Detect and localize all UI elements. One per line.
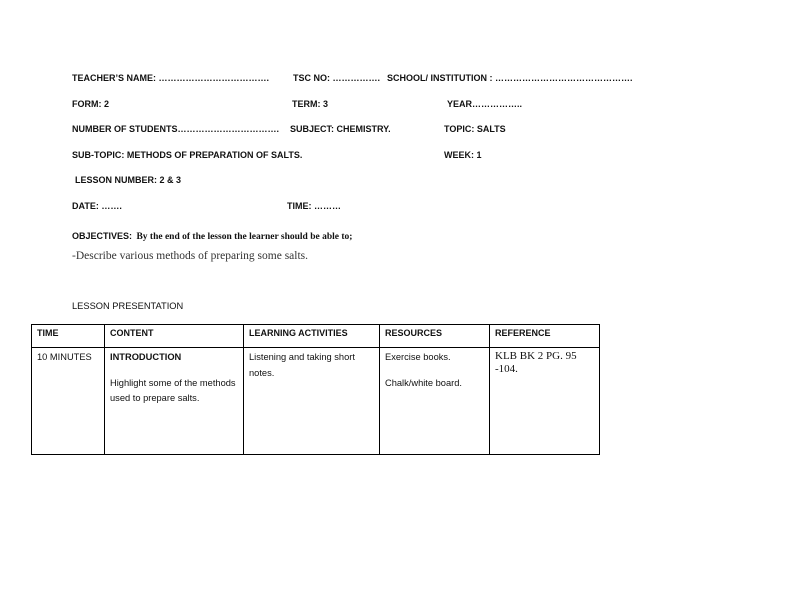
sub-topic-field: SUB-TOPIC: METHODS OF PREPARATION OF SALTS. <box>72 150 303 160</box>
lesson-presentation-title: LESSON PRESENTATION <box>72 301 184 311</box>
table-row <box>32 348 600 455</box>
reference-cell: KLB BK 2 PG. 95 -104. <box>490 348 600 455</box>
lesson-number-field: LESSON NUMBER: 2 & 3 <box>75 175 182 185</box>
column-header-resources: RESOURCES <box>380 325 490 348</box>
column-header-reference: REFERENCE <box>490 325 600 348</box>
activities-cell: Listening and taking short notes. <box>244 348 380 455</box>
number-of-students-field: NUMBER OF STUDENTS……………………………. <box>72 124 279 134</box>
resources-cell <box>380 348 490 455</box>
content-text: Highlight some of the methods used to prepare salts. <box>110 377 236 403</box>
content-cell <box>105 348 244 455</box>
column-header-time: TIME <box>32 325 105 348</box>
resource-item: Exercise books. <box>385 352 451 362</box>
objective-item: -Describe various methods of preparing some salts. <box>72 250 309 262</box>
objectives-line <box>72 226 352 244</box>
subject-field: SUBJECT: CHEMISTRY. <box>290 124 391 134</box>
lesson-table <box>31 324 600 455</box>
term-field: TERM: 3 <box>292 99 328 109</box>
time-cell: 10 MINUTES <box>32 348 105 455</box>
date-field: DATE: ……. <box>72 201 122 211</box>
form-field: FORM: 2 <box>72 99 109 109</box>
table-header-row <box>32 325 600 348</box>
time-field: TIME: ……… <box>287 201 341 211</box>
column-header-learning-activities: LEARNING ACTIVITIES <box>244 325 380 348</box>
objectives-text: By the end of the lesson the learner should be able to; <box>136 232 353 242</box>
resource-item: Chalk/white board. <box>385 377 462 388</box>
topic-field: TOPIC: SALTS <box>444 124 506 134</box>
objectives-label: OBJECTIVES: <box>72 231 133 241</box>
column-header-content: CONTENT <box>105 325 244 348</box>
content-heading: INTRODUCTION <box>110 352 182 362</box>
year-field: YEAR…………….. <box>447 99 523 109</box>
week-field: WEEK: 1 <box>444 150 482 160</box>
tsc-no-field: TSC NO: ……………. <box>293 73 380 83</box>
school-field: SCHOOL/ INSTITUTION : ………………………………………. <box>387 73 633 83</box>
teacher-name-field: TEACHER’S NAME: ………………………………. <box>72 73 270 83</box>
